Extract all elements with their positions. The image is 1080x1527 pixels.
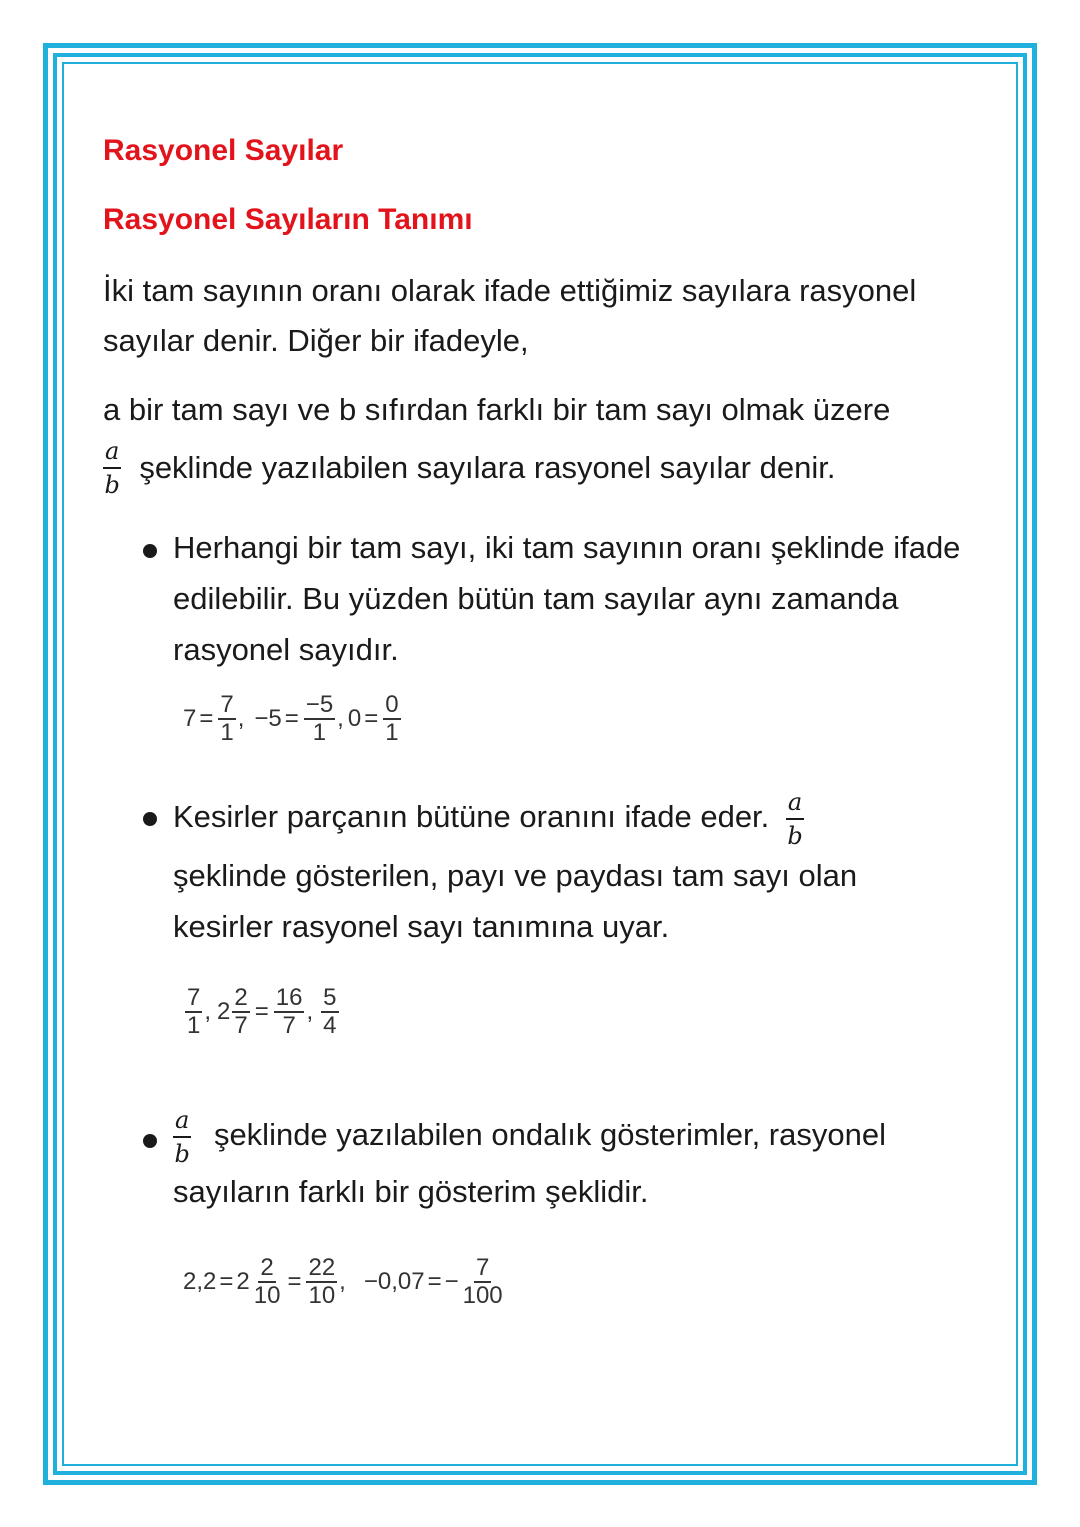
example-decimals: 2,2 = 2 $\frac{2}{10}$ = $\frac{22}{10}$ , −0,07 = − $\frac{7}{100}$ [183,1254,503,1309]
bullet-icon [143,1134,157,1148]
intro-paragraph: İki tam sayının oranı olarak ifade ettiğimiz sayılara rasyonel sayılar denir. Diğer bir ifadeyle, [103,273,917,358]
definition-line-1: a bir tam sayı ve b sıfırdan farklı bir tam sayı olmak üzere [103,392,891,427]
example-fractions: 7 1 , 2 $\frac{2}{7}$ = $\frac{16}{7}$ , 5 4 [187,984,337,1039]
bullet-icon [143,544,157,558]
page-title: Rasyonel Sayılar [103,134,344,167]
definition-line-2: $\frac{a}{b}$ şeklinde yazılabilen sayılara rasyonel sayılar denir. [104,437,836,499]
fraction-a-over-b: $\frac{a}{b}$ [787,788,803,850]
example-integers: 7 = $\frac{7}{1}$ , −5 = $\frac{-5}{1}$ , 0 = $\frac{0}{1}$ [183,691,399,746]
fraction-a-over-b: $\frac{a}{b}$ [104,437,120,499]
definition-paragraph [103,385,983,497]
fraction-a-over-b: $\frac{a}{b}$ [174,1106,190,1168]
bullet-icon [143,812,157,826]
section-title: Rasyonel Sayıların Tanımı [103,203,473,236]
